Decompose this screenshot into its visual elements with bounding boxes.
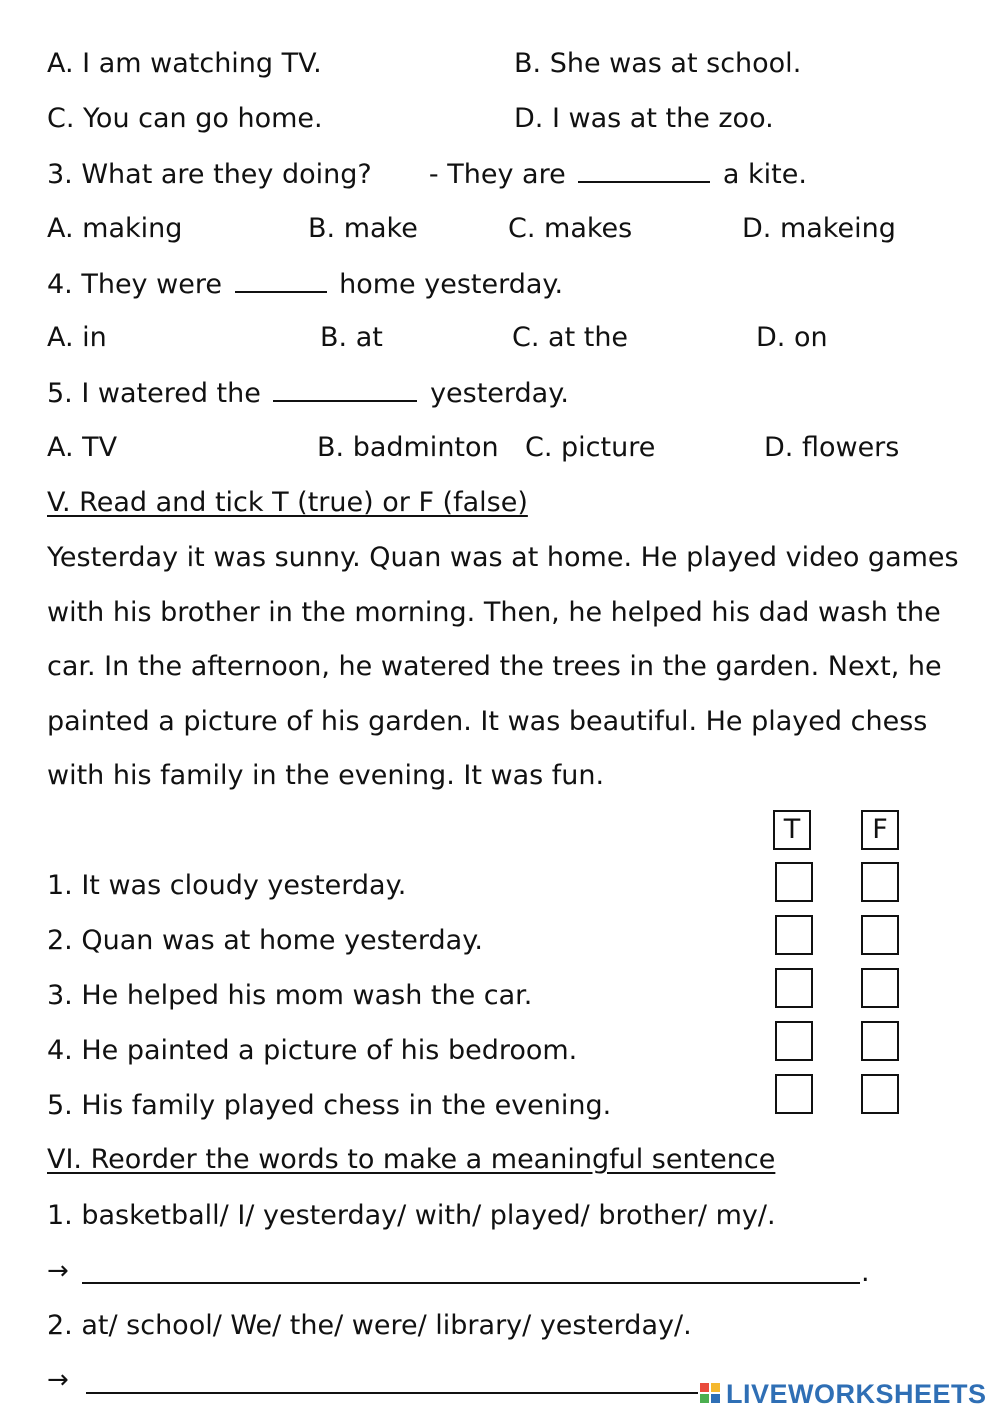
- q5-question: [47, 376, 569, 411]
- q3-answer-prefix: - They are: [428, 159, 566, 190]
- q3-option-c[interactable]: C. makes: [508, 213, 633, 244]
- tick-box-false-4[interactable]: [861, 1021, 899, 1061]
- arrow-icon: →: [47, 1365, 69, 1395]
- liveworksheets-logo-icon: [700, 1381, 722, 1407]
- q3-question: [47, 157, 807, 192]
- tick-box-false-2[interactable]: [861, 915, 899, 955]
- q5-suffix: yesterday.: [430, 378, 569, 409]
- q3-option-d[interactable]: D. makeing: [742, 213, 896, 244]
- section5-heading: V. Read and tick T (true) or F (false): [47, 487, 528, 518]
- statement-2: 2. Quan was at home yesterday.: [47, 925, 483, 956]
- answer-line-1[interactable]: [82, 1282, 860, 1284]
- reorder-item-1: 1. basketball/ I/ yesterday/ with/ played/ brother/ my/.: [47, 1200, 776, 1231]
- q4-blank[interactable]: [235, 267, 327, 293]
- tick-box-true-4[interactable]: [775, 1021, 813, 1061]
- liveworksheets-logo: [700, 1378, 987, 1410]
- q5-option-a[interactable]: A. TV: [47, 432, 118, 463]
- q3-question-text: 3. What are they doing?: [47, 159, 372, 190]
- statement-1: 1. It was cloudy yesterday.: [47, 870, 407, 901]
- answer-line-1-period: .: [861, 1257, 870, 1288]
- reorder-item-2: 2. at/ school/ We/ the/ were/ library/ yesterday/.: [47, 1310, 692, 1341]
- section5-passage: Yesterday it was sunny. Quan was at home. He played video games with his brother in the morning. Then, he helped his dad wash the car. In the afternoon, he watered the trees in the garden. Next, he painted a picture of his garden. It was beautiful. He played chess with his family in the evening. It was fun.: [47, 542, 959, 791]
- tick-box-false-1[interactable]: [861, 862, 899, 902]
- tick-box-true-2[interactable]: [775, 915, 813, 955]
- q4-option-a[interactable]: A. in: [47, 322, 107, 353]
- false-column-header: F: [861, 810, 899, 850]
- q5-option-c[interactable]: C. picture: [525, 432, 656, 463]
- q5-option-b[interactable]: B. badminton: [317, 432, 499, 463]
- q3-option-b[interactable]: B. make: [308, 213, 418, 244]
- q3-blank[interactable]: [578, 157, 710, 183]
- tick-box-true-1[interactable]: [775, 862, 813, 902]
- section6-heading: VI. Reorder the words to make a meaningful sentence: [47, 1144, 776, 1175]
- q5-option-d[interactable]: D. flowers: [764, 432, 900, 463]
- q4-question: [47, 267, 563, 302]
- q2-option-b: B. She was at school.: [514, 48, 802, 79]
- q4-prefix: 4. They were: [47, 269, 222, 300]
- q4-option-d[interactable]: D. on: [756, 322, 828, 353]
- statement-3: 3. He helped his mom wash the car.: [47, 980, 533, 1011]
- q5-prefix: 5. I watered the: [47, 378, 261, 409]
- q4-option-c[interactable]: C. at the: [512, 322, 629, 353]
- answer-line-2[interactable]: [86, 1392, 698, 1394]
- q2-option-d: D. I was at the zoo.: [514, 103, 774, 134]
- q5-blank[interactable]: [273, 376, 417, 402]
- arrow-icon: →: [47, 1256, 69, 1286]
- q4-suffix: home yesterday.: [339, 269, 564, 300]
- q4-option-b[interactable]: B. at: [320, 322, 383, 353]
- q2-option-c: C. You can go home.: [47, 103, 323, 134]
- tick-box-false-3[interactable]: [861, 968, 899, 1008]
- q2-option-a: A. I am watching TV.: [47, 48, 322, 79]
- q3-option-a[interactable]: A. making: [47, 213, 183, 244]
- statement-4: 4. He painted a picture of his bedroom.: [47, 1035, 578, 1066]
- tick-box-true-5[interactable]: [775, 1074, 813, 1114]
- q3-answer-suffix: a kite.: [722, 159, 807, 190]
- liveworksheets-logo-text: LIVEWORKSHEETS: [726, 1378, 987, 1409]
- tick-box-false-5[interactable]: [861, 1074, 899, 1114]
- tick-box-true-3[interactable]: [775, 968, 813, 1008]
- true-column-header: T: [773, 810, 811, 850]
- statement-5: 5. His family played chess in the evening.: [47, 1090, 612, 1121]
